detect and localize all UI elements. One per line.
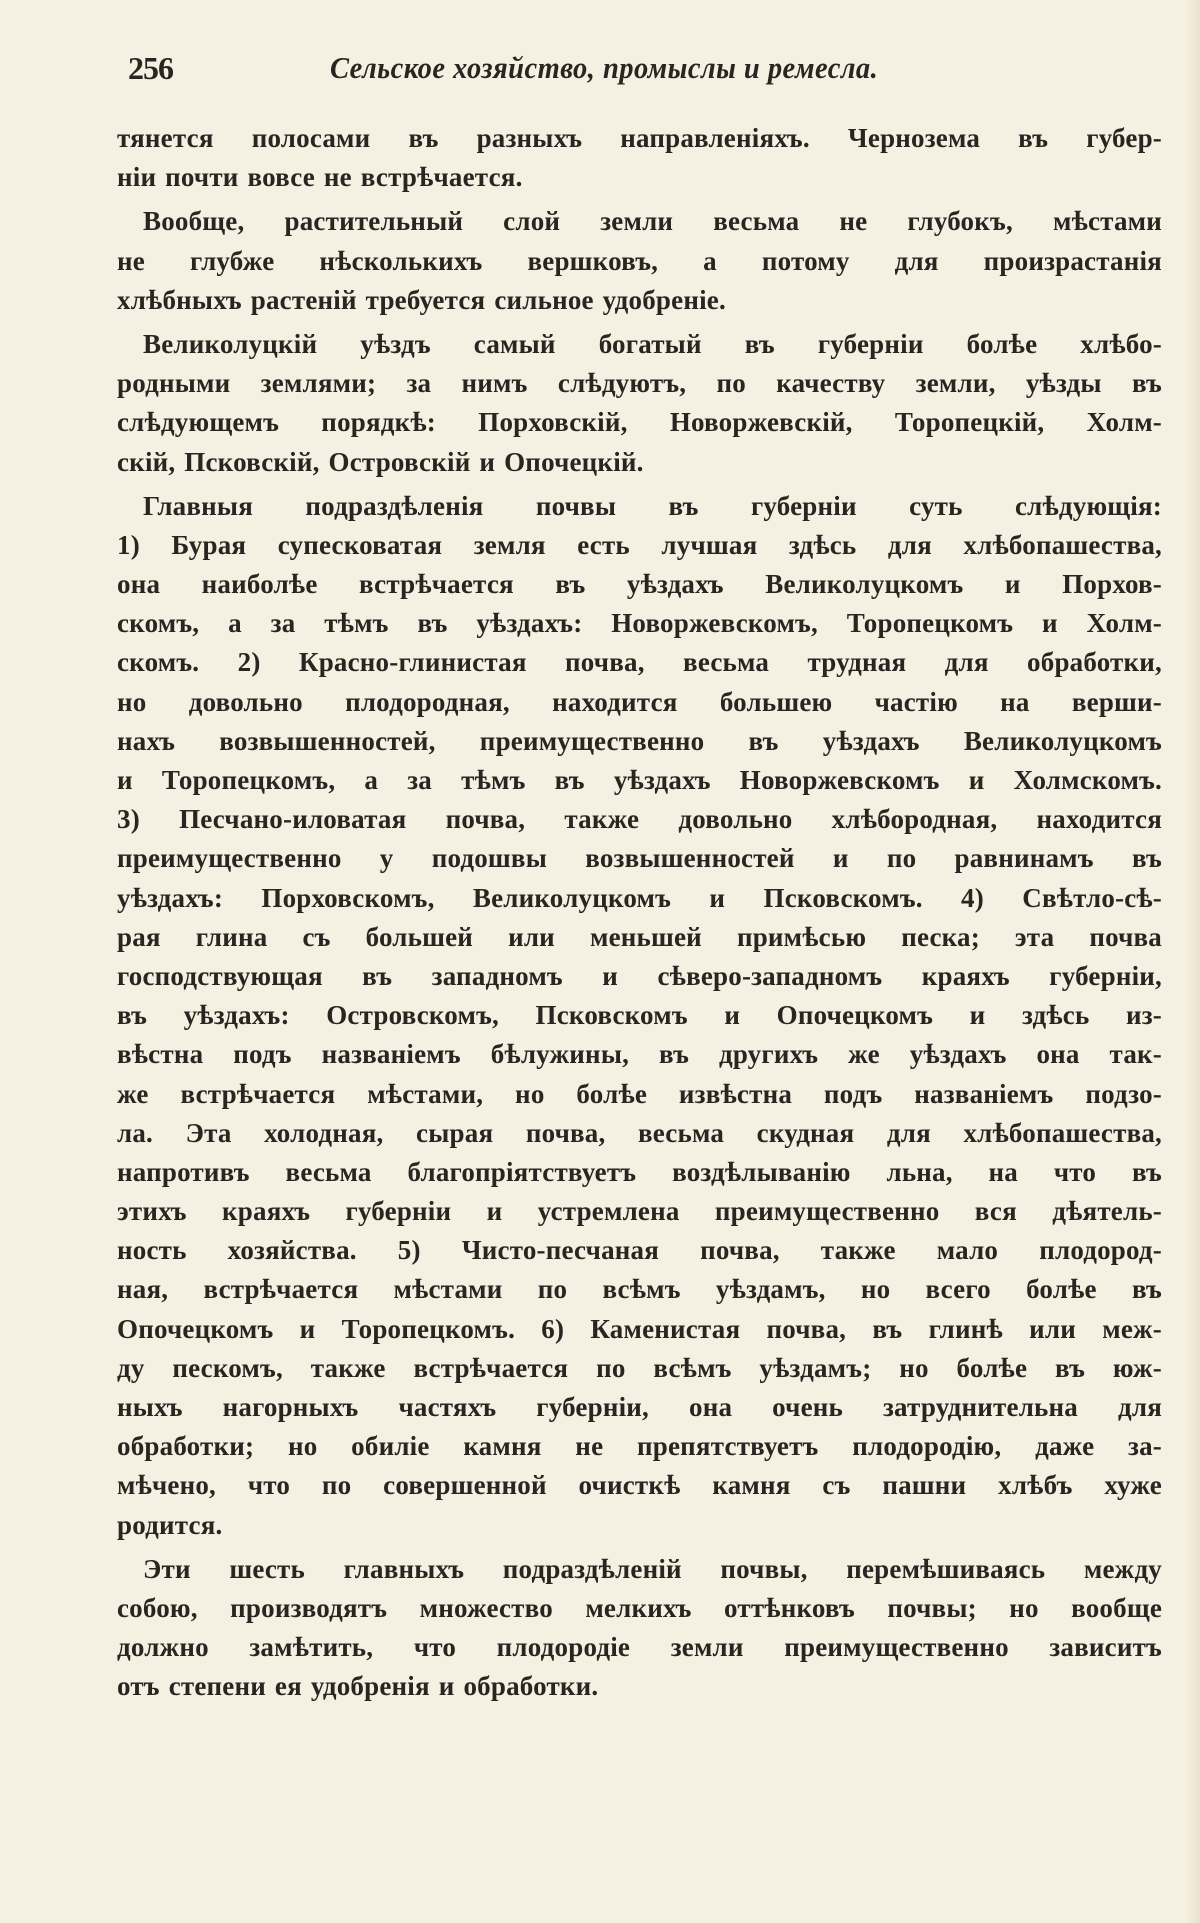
text-line: обработки; но обиліе камня не препятствуетъ плодородію, даже за- xyxy=(117,1431,1162,1462)
text-line: ла. Эта холодная, сырая почва, весьма скудная для хлѣбопашества, xyxy=(117,1117,1162,1148)
paragraph xyxy=(117,325,1162,482)
text-line: ность хозяйства. 5) Чисто-песчаная почва, также мало плодород- xyxy=(117,1235,1162,1266)
text-line: же встрѣчается мѣстами, но болѣе извѣстна подъ названіемъ подзо- xyxy=(117,1078,1162,1109)
text-line: въ уѣздахъ: Островскомъ, Псковскомъ и Опочецкомъ и здѣсь из- xyxy=(117,1000,1162,1031)
text-line: скій, Псковскій, Островскій и Опочецкій. xyxy=(117,446,644,477)
paragraph xyxy=(117,1550,1162,1707)
text-line: и Торопецкомъ, а за тѣмъ въ уѣздахъ Новоржевскомъ и Холмскомъ. xyxy=(117,765,1162,795)
text-line: вѣстна подъ названіемъ бѣлужины, въ другихъ же уѣздахъ она так- xyxy=(117,1039,1162,1070)
text-line: скомъ, а за тѣмъ въ уѣздахъ: Новоржевскомъ, Торопецкомъ и Холм- xyxy=(117,608,1162,639)
text-line: ная, встрѣчается мѣстами по всѣмъ уѣздамъ, но всего болѣе въ xyxy=(117,1274,1162,1305)
text-line: Эти шесть главныхъ подраздѣленій почвы, перемѣшиваясь между xyxy=(143,1553,1162,1584)
text-line: Великолуцкій уѣздъ самый богатый въ губерніи болѣе хлѣбо- xyxy=(143,328,1162,359)
paragraph xyxy=(117,202,1162,320)
text-line: хлѣбныхъ растеній требуется сильное удобреніе. xyxy=(117,284,726,315)
paragraph xyxy=(117,119,1162,197)
text-line: 3) Песчано-иловатая почва, также довольно хлѣбородная, находится xyxy=(117,804,1162,835)
text-line: собою, производятъ множество мелкихъ оттѣнковъ почвы; но вообще xyxy=(117,1592,1162,1623)
text-line: напротивъ весьма благопріятствуетъ воздѣлыванію льна, на что въ xyxy=(117,1156,1162,1187)
text-line: ныхъ нагорныхъ частяхъ губерніи, она очень затруднительна для xyxy=(117,1392,1162,1422)
text-line: Главныя подраздѣленія почвы въ губерніи суть слѣдующія: xyxy=(143,490,1162,521)
page-header xyxy=(120,50,1165,94)
page-number: 256 xyxy=(128,50,173,86)
text-line: уѣздахъ: Порховскомъ, Великолуцкомъ и Псковскомъ. 4) Свѣтло-сѣ- xyxy=(117,882,1162,913)
running-title: Сельское хозяйство, промыслы и ремесла. xyxy=(330,50,879,85)
text-line: тянется полосами въ разныхъ направленіяхъ. Чернозема въ губер- xyxy=(117,123,1162,153)
text-line: этихъ краяхъ губерніи и устремлена преимущественно вся дѣятель- xyxy=(117,1196,1162,1227)
body-text xyxy=(117,119,1162,1707)
text-line: рая глина съ большей или меньшей примѣсью песка; эта почва xyxy=(117,921,1162,952)
text-line: нахъ возвышенностей, преимущественно въ уѣздахъ Великолуцкомъ xyxy=(117,725,1162,756)
text-line: не глубже нѣсколькихъ вершковъ, а потому для произрастанія xyxy=(117,245,1162,276)
text-line: родными землями; за нимъ слѣдуютъ, по качеству земли, уѣзды въ xyxy=(117,368,1162,399)
text-line: но довольно плодородная, находится большею частію на верши- xyxy=(117,686,1162,717)
paragraph xyxy=(117,487,1162,1545)
text-line: родится. xyxy=(117,1509,223,1540)
text-line: должно замѣтить, что плодородіе земли преимущественно зависитъ xyxy=(117,1632,1162,1663)
text-line: скомъ. 2) Красно-глинистая почва, весьма трудная для обработки, xyxy=(117,647,1162,678)
text-line: слѣдующемъ порядкѣ: Порховскій, Новоржевскій, Торопецкій, Холм- xyxy=(117,407,1162,438)
text-line: Опочецкомъ и Торопецкомъ. 6) Каменистая почва, въ глинѣ или меж- xyxy=(117,1313,1162,1344)
text-line: Вообще, растительный слой земли весьма не глубокъ, мѣстами xyxy=(143,206,1162,237)
text-line: она наиболѣе встрѣчается въ уѣздахъ Великолуцкомъ и Порхов- xyxy=(117,569,1162,600)
text-line: ніи почти вовсе не встрѣчается. xyxy=(117,162,523,193)
text-line: отъ степени ея удобренія и обработки. xyxy=(117,1671,599,1702)
text-line: господствующая въ западномъ и сѣверо-западномъ краяхъ губерніи, xyxy=(117,960,1162,991)
text-line: ду пескомъ, также встрѣчается по всѣмъ уѣздамъ; но болѣе въ юж- xyxy=(117,1352,1162,1383)
text-line: мѣчено, что по совершенной очисткѣ камня съ пашни хлѣбъ хуже xyxy=(117,1470,1162,1501)
text-line: преимущественно у подошвы возвышенностей и по равнинамъ въ xyxy=(117,843,1162,874)
page-edge-shadow xyxy=(1186,0,1200,1923)
text-line: 1) Бурая супесковатая земля есть лучшая здѣсь для хлѣбопашества, xyxy=(117,529,1162,560)
